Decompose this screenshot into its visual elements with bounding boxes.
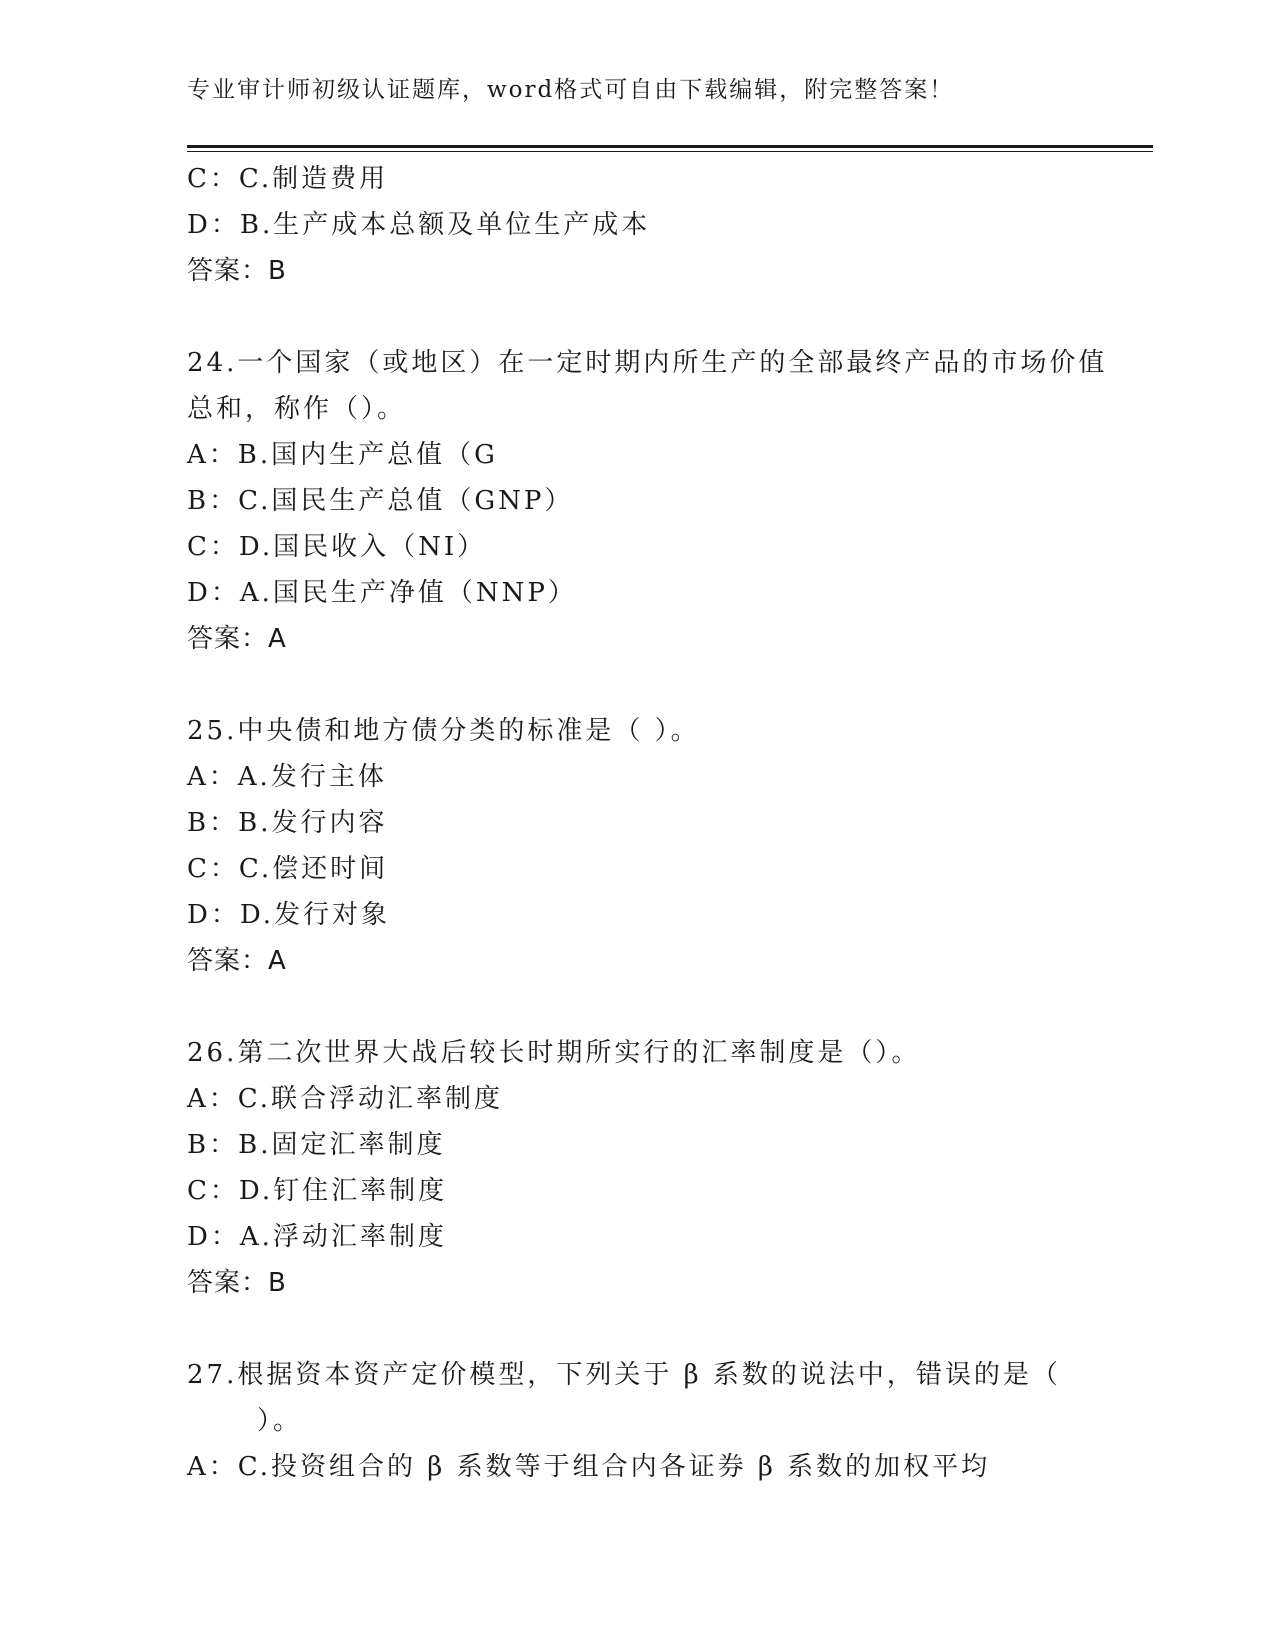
option-d: D：A.国民生产净值（NNP） bbox=[187, 578, 577, 608]
question-list bbox=[187, 156, 1117, 1490]
header-rule-thin bbox=[187, 151, 1153, 152]
option-d: D：D.发行对象 bbox=[187, 900, 391, 930]
answer-label: 答案：B bbox=[187, 256, 287, 286]
answer-label: 答案：B bbox=[187, 1268, 287, 1298]
option-b: B：B.发行内容 bbox=[187, 808, 388, 838]
page-header: 专业审计师初级认证题库，word格式可自由下载编辑，附完整答案！ bbox=[187, 77, 955, 103]
question-stem: 25.中央债和地方债分类的标准是（ ）。 bbox=[187, 716, 700, 746]
spacer bbox=[187, 662, 1117, 708]
spacer bbox=[187, 294, 1117, 340]
option-a: A：C.投资组合的 β 系数等于组合内各证券 β 系数的加权平均 bbox=[187, 1452, 991, 1482]
question-stem: 27.根据资本资产定价模型，下列关于 β 系数的说法中，错误的是（ bbox=[187, 1360, 1061, 1390]
header-rule-thick bbox=[187, 145, 1153, 148]
option-a: A：A.发行主体 bbox=[187, 762, 387, 792]
option-c: C：C.制造费用 bbox=[187, 164, 389, 194]
option-a: A：C.联合浮动汇率制度 bbox=[187, 1084, 504, 1114]
option-d: D：B.生产成本总额及单位生产成本 bbox=[187, 210, 651, 240]
option-c: C：D.钉住汇率制度 bbox=[187, 1176, 448, 1206]
option-c: C：D.国民收入（NI） bbox=[187, 532, 487, 562]
spacer bbox=[187, 1306, 1117, 1352]
question-stem: 26.第二次世界大战后较长时期所实行的汇率制度是（）。 bbox=[187, 1038, 921, 1068]
option-d: D：A.浮动汇率制度 bbox=[187, 1222, 447, 1252]
question-stem-continued: ）。 bbox=[257, 1406, 303, 1436]
option-c: C：C.偿还时间 bbox=[187, 854, 389, 884]
answer-label: 答案：A bbox=[187, 946, 287, 976]
answer-label: 答案：A bbox=[187, 624, 287, 654]
option-b: B：B.固定汇率制度 bbox=[187, 1130, 446, 1160]
spacer bbox=[187, 984, 1117, 1030]
option-b: B：C.国民生产总值（GNP） bbox=[187, 486, 574, 516]
option-a: A：B.国内生产总值（G bbox=[187, 440, 498, 470]
question-stem: 24.一个国家（或地区）在一定时期内所生产的全部最终产品的市场价值总和，称作（）。 bbox=[187, 348, 1108, 424]
